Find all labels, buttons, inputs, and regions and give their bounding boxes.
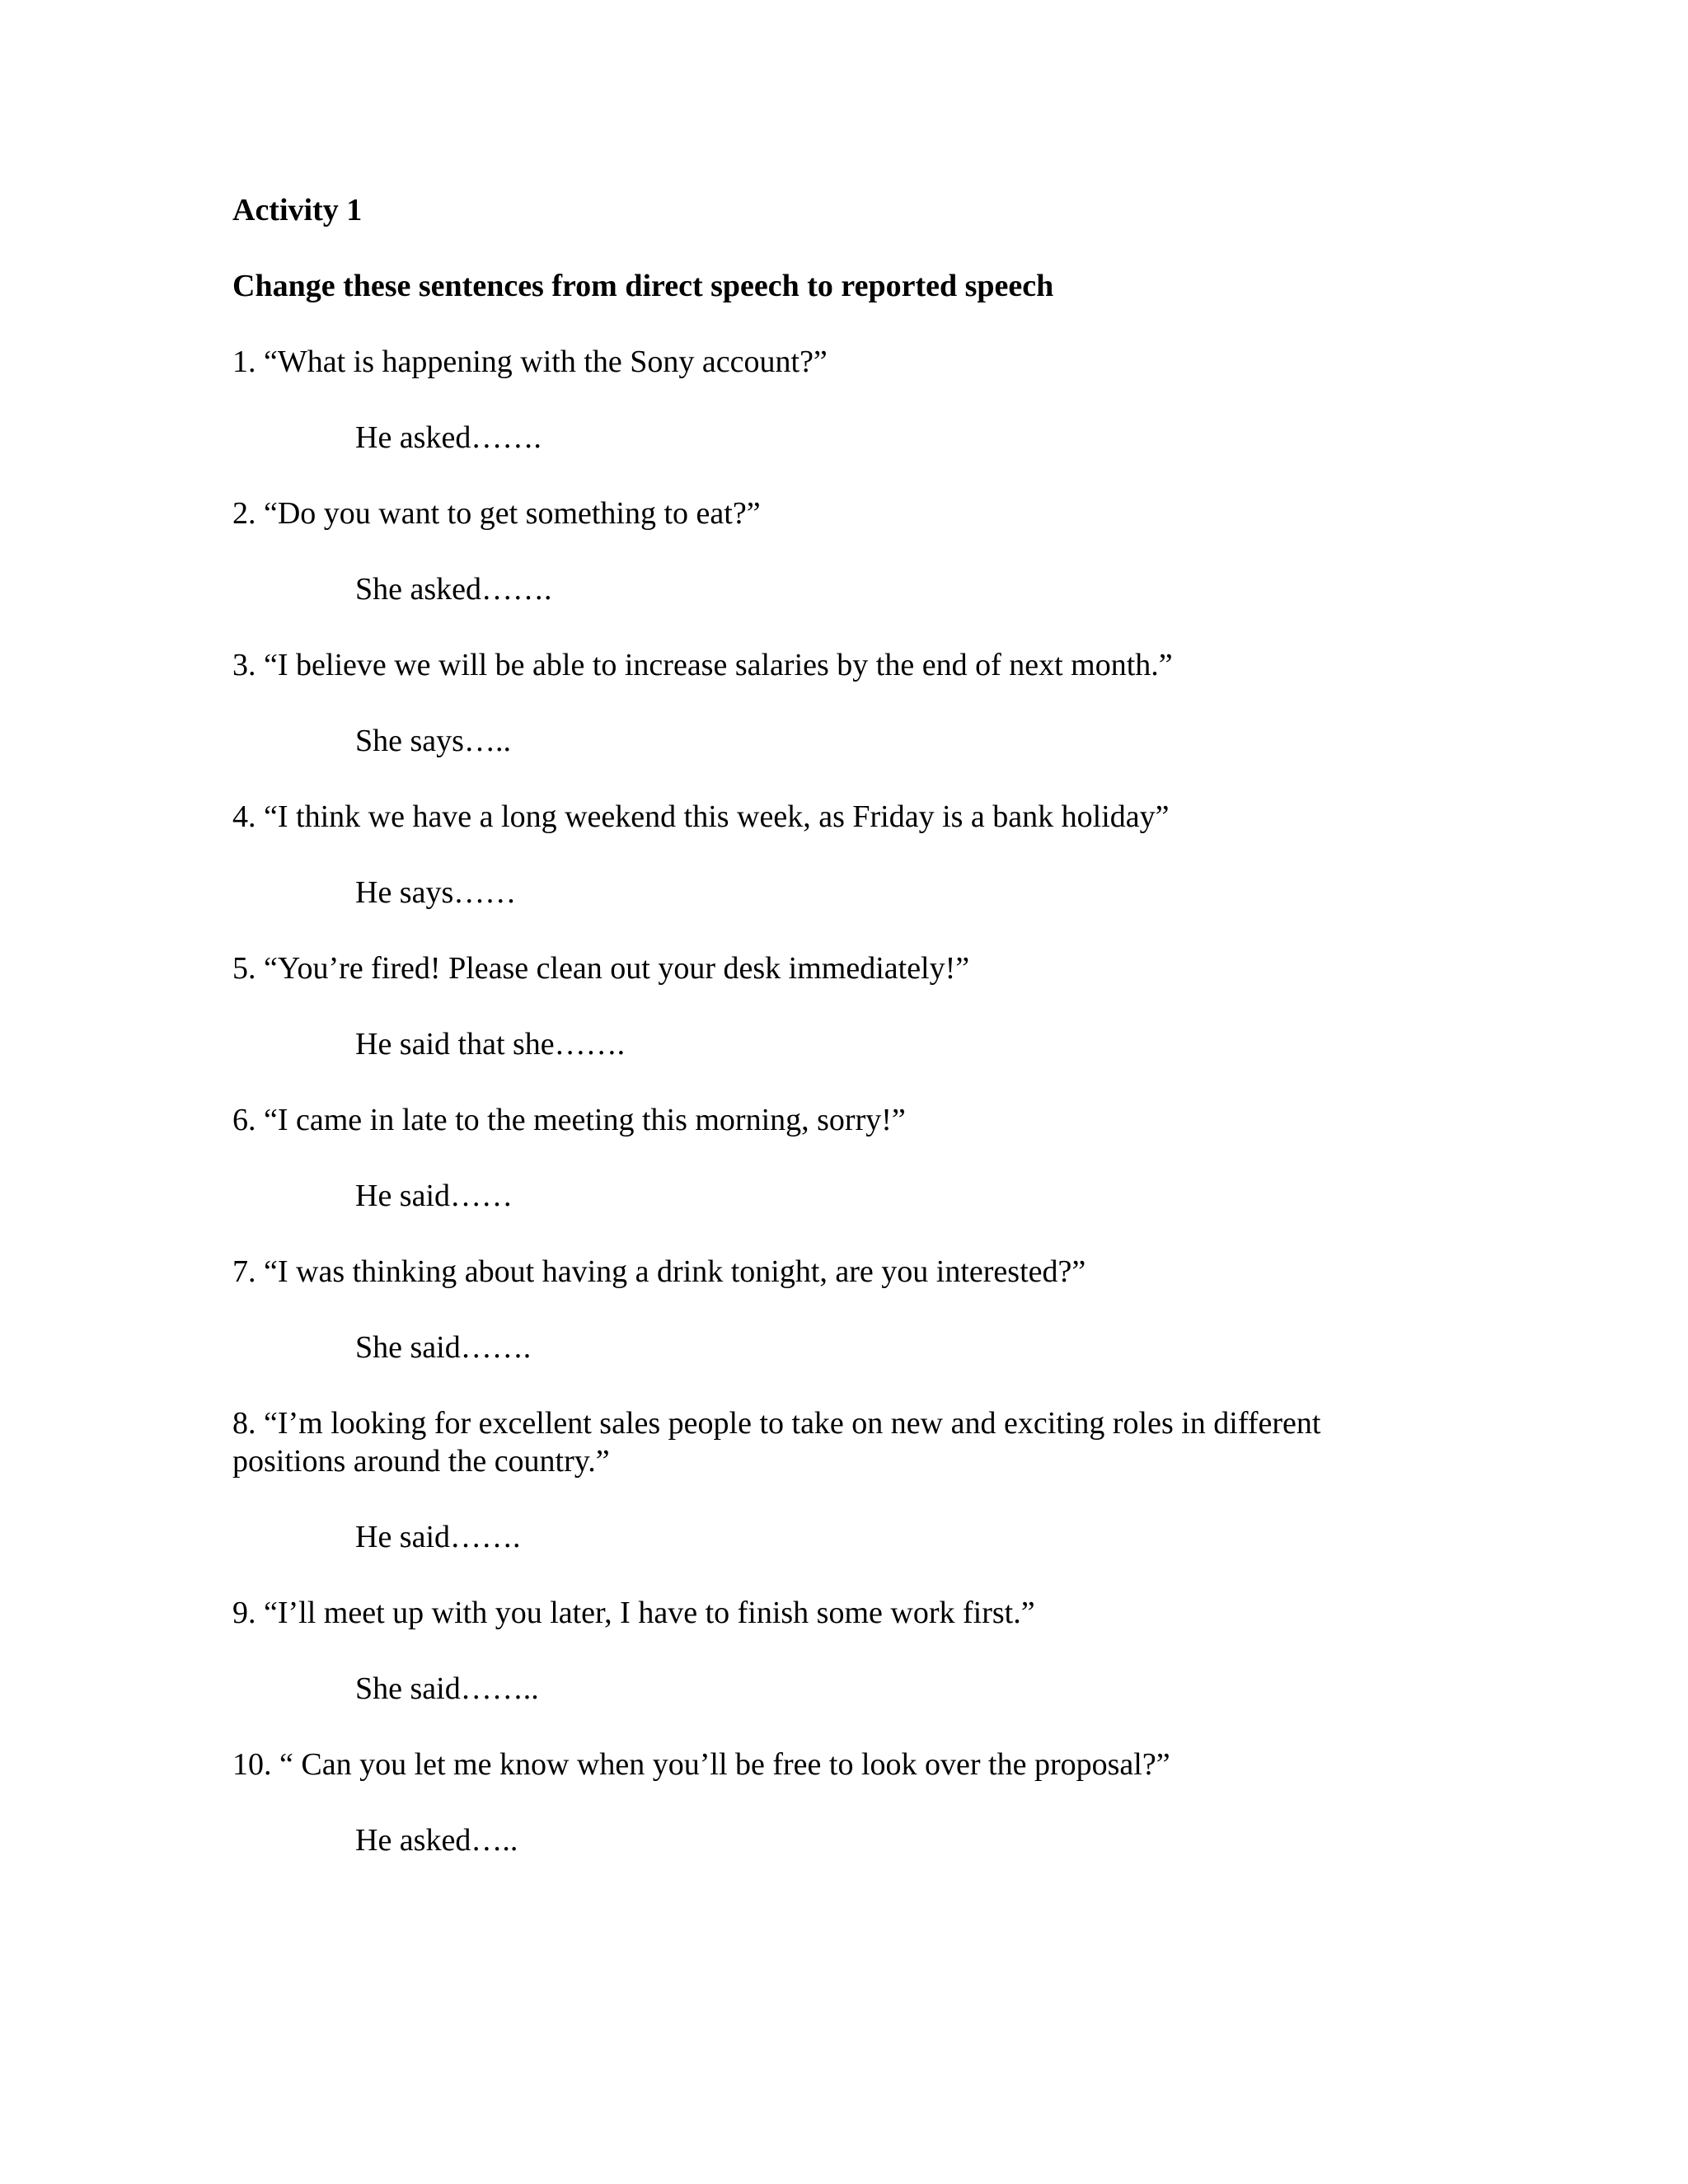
- answer-prompt-7: She said…….: [355, 1330, 532, 1365]
- answer-prompt-9: She said……..: [355, 1671, 539, 1706]
- question-3: 3. “I believe we will be able to increase salaries by the end of next month.”: [232, 648, 1173, 682]
- answer-prompt-1: He asked…….: [355, 420, 542, 455]
- activity-title: Activity 1: [232, 193, 363, 227]
- instruction-heading: Change these sentences from direct speech to reported speech: [232, 269, 1054, 303]
- answer-prompt-5: He said that she…….: [355, 1027, 626, 1062]
- question-2: 2. “Do you want to get something to eat?”: [232, 496, 761, 531]
- answer-prompt-10: He asked…..: [355, 1823, 518, 1858]
- answer-prompt-8: He said…….: [355, 1520, 521, 1554]
- answer-prompt-3: She says…..: [355, 724, 511, 758]
- question-1: 1. “What is happening with the Sony account?”: [232, 344, 828, 379]
- question-9: 9. “I’ll meet up with you later, I have to finish some work first.”: [232, 1596, 1035, 1630]
- question-4: 4. “I think we have a long weekend this week, as Friday is a bank holiday”: [232, 799, 1170, 834]
- question-8: 8. “I’m looking for excellent sales people to take on new and exciting roles in different positions around the country.”: [232, 1406, 1321, 1479]
- answer-prompt-2: She asked…….: [355, 572, 552, 607]
- answer-prompt-6: He said……: [355, 1179, 513, 1213]
- question-7: 7. “I was thinking about having a drink tonight, are you interested?”: [232, 1254, 1086, 1289]
- question-10: 10. “ Can you let me know when you’ll be free to look over the proposal?”: [232, 1747, 1170, 1782]
- answer-prompt-4: He says……: [355, 875, 517, 910]
- question-6: 6. “I came in late to the meeting this morning, sorry!”: [232, 1103, 906, 1137]
- question-5: 5. “You’re fired! Please clean out your desk immediately!”: [232, 951, 970, 986]
